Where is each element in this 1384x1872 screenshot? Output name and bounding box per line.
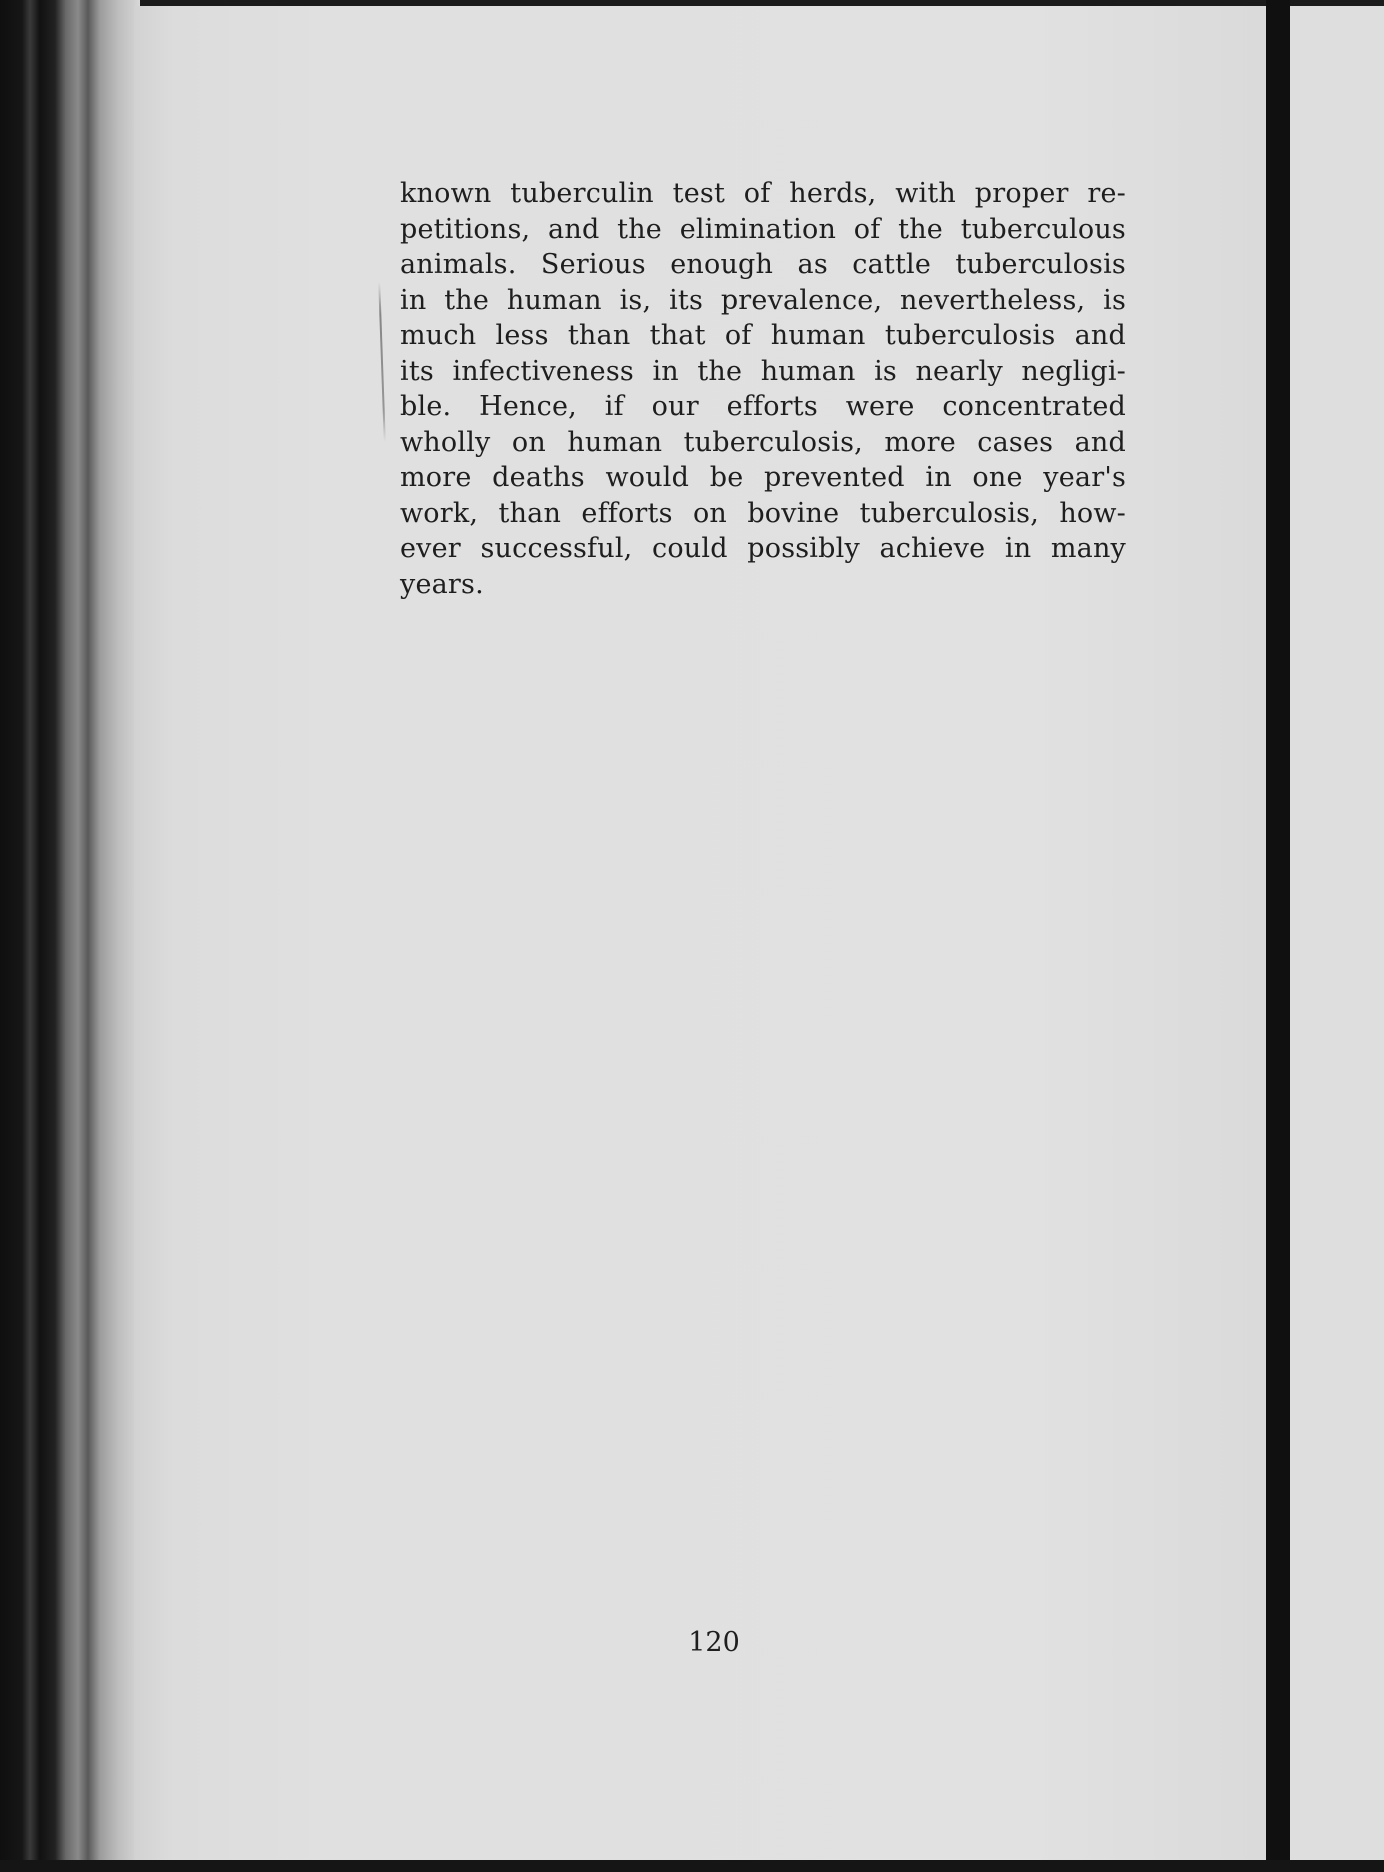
text-line: more deaths would be prevented in one year's — [400, 462, 1126, 493]
facing-page-edge — [1290, 6, 1384, 1866]
page-gutter — [1266, 0, 1290, 1872]
text-line: its infectiveness in the human is nearly negligi- — [400, 355, 1126, 387]
bottom-edge — [0, 1860, 1384, 1872]
text-line: wholly on human tuberculosis, more cases and — [400, 426, 1126, 458]
text-line: much less than that of human tuberculosis and — [400, 320, 1126, 351]
text-line: in the human is, its prevalence, nevertheless, is — [400, 284, 1126, 316]
text-line: ever successful, could possibly achieve in many — [400, 533, 1126, 564]
text-line: ble. Hence, if our efforts were concentrated — [400, 391, 1126, 422]
text-line: petitions, and the elimination of the tuberculous — [400, 213, 1126, 245]
text-line: work, than efforts on bovine tuberculosis, how- — [400, 497, 1126, 529]
text-line: animals. Serious enough as cattle tuberculosis — [400, 249, 1126, 280]
text-line: years. — [400, 568, 484, 600]
book-spine-edge — [0, 0, 140, 1872]
body-text — [400, 176, 1126, 602]
text-line: known tuberculin test of herds, with proper re- — [400, 178, 1126, 209]
page-number: 120 — [688, 1627, 740, 1658]
